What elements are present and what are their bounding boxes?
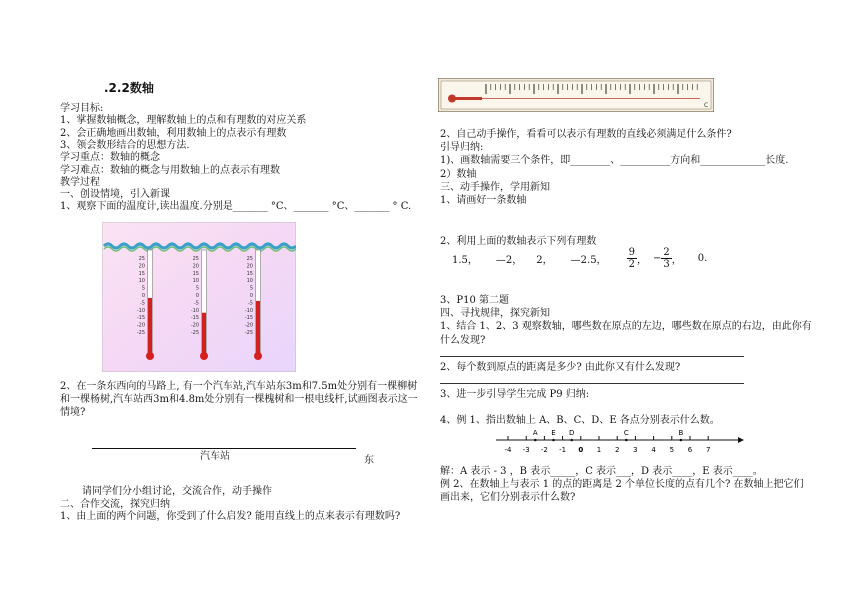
thermometer-mercury bbox=[202, 313, 206, 356]
text-line: 2、在一条东西向的马路上, 有一个汽车站,汽车站东3m和7.5m处分别有一棵柳树 bbox=[60, 381, 418, 392]
thermometer-scale-label: -10 bbox=[136, 307, 145, 314]
number-line bbox=[494, 428, 744, 460]
thermometer-scale-label: 25 bbox=[246, 256, 253, 262]
thermometer-scale-label: 20 bbox=[246, 263, 253, 270]
answer-line-1 bbox=[440, 356, 744, 357]
text-line: 3、领会数形结合的思想方法. bbox=[60, 139, 190, 151]
number-line-point bbox=[625, 439, 628, 442]
thermometer-scale-label: -20 bbox=[244, 322, 253, 329]
thermometer-scale-label: 15 bbox=[138, 270, 145, 277]
number-line-tick-label: -4 bbox=[504, 446, 512, 454]
example-1: 4、例 1、指出数轴上 A、B、C、D、E 各点分别表示什么数。 bbox=[440, 415, 720, 426]
thermometer-mercury bbox=[256, 301, 260, 356]
text-line: 3、P10 第二题 bbox=[440, 295, 509, 306]
number-line-tick-label: -2 bbox=[540, 446, 548, 454]
text-line: 1、由上面的两个问题，你受到了什么启发? 能用直线上的点来表示有理数吗? bbox=[60, 511, 401, 522]
number-line-point bbox=[570, 439, 573, 442]
thermometer-scale-label: -15 bbox=[136, 315, 145, 322]
svg-text:C: C bbox=[704, 102, 709, 109]
number-line-point-label: D bbox=[569, 429, 575, 437]
thermometer-scale-label: 25 bbox=[138, 256, 145, 262]
number-line-tick-label: 5 bbox=[669, 446, 675, 454]
thermometer-scale-label: 10 bbox=[246, 278, 253, 285]
text-line: 1、请画好一条数轴 bbox=[440, 195, 527, 206]
road-east-label: 东 bbox=[364, 455, 374, 466]
number-line-tick-label: 7 bbox=[705, 446, 711, 454]
number-line-point-label: C bbox=[623, 429, 629, 437]
text-line: 1)、画数轴需要三个条件，即________、__________方向和_____________长度. bbox=[440, 155, 789, 167]
text-line: 2、自己动手操作，看看可以表示有理数的直线必须满足什么条件? bbox=[440, 129, 732, 140]
number-line-tick-label: 1 bbox=[596, 446, 602, 454]
text-line: 请同学们分小组讨论，交流合作，动手操作 bbox=[82, 486, 272, 497]
thermometer-scale-label: -15 bbox=[244, 315, 253, 322]
number-line-tick-label: 6 bbox=[687, 446, 693, 454]
number-zero: 0. bbox=[697, 252, 708, 264]
number-line-tick-label: 4 bbox=[651, 446, 656, 454]
text-line: 2）数轴 bbox=[440, 168, 477, 180]
q2-prompt: 2、利用上面的数轴表示下列有理数 bbox=[440, 236, 597, 247]
text-line: 引导归纳: bbox=[440, 142, 484, 154]
thermometer-scale-label: 0 bbox=[195, 293, 199, 299]
thermometer-scale-label: -5 bbox=[194, 300, 199, 307]
thermometer-scale-label: -20 bbox=[190, 322, 199, 329]
page-title: .2.2数轴 bbox=[104, 81, 154, 95]
thermometer-scale-label: 15 bbox=[192, 270, 199, 277]
thermometer-scale-label: -15 bbox=[190, 315, 199, 322]
text-line: 一、创设情境，引入新课 bbox=[60, 189, 170, 201]
thermometer-scale-label: -25 bbox=[244, 330, 253, 336]
number-1: 1.5， bbox=[452, 254, 478, 266]
text-line: 和一棵杨树,汽车站西3m和4.8m处分别有一棵槐树和一根电线杆,试画图表示这一 bbox=[60, 394, 418, 405]
answer-line-2 bbox=[440, 383, 744, 384]
number-line-point bbox=[680, 439, 683, 442]
answer-line: 解：A 表示 - 3 ，B 表示_____，C 表示___，D 表示____，E 表示____。 bbox=[440, 466, 763, 477]
thermometer-scale-label: -5 bbox=[140, 300, 145, 307]
text-line: 学习重点：数轴的概念 bbox=[60, 152, 160, 164]
number-line-tick-label: -3 bbox=[522, 446, 530, 454]
thermometer-scale-label: -10 bbox=[190, 307, 199, 314]
number-line-tick-label: 2 bbox=[614, 446, 620, 454]
thermometer-scale-label: 5 bbox=[249, 285, 253, 292]
distance-question: 2、每个数到原点的距离是多少? 由此你又有什么发现? bbox=[440, 362, 681, 373]
thermometer-bulb bbox=[200, 352, 208, 360]
text-line: 学习难点：数轴的概念与用数轴上的点表示有理数 bbox=[60, 164, 280, 176]
number-line-point bbox=[534, 439, 537, 442]
thermometer-bulb bbox=[146, 352, 154, 360]
number-list: 1.5， —2， 2， —2.5， $\frac{9}{2}$ ， − $\frac{2}{3}$ ， 0. bbox=[452, 246, 708, 270]
number-line-tick-label: 3 bbox=[633, 446, 638, 454]
thermometer-scale-label: 10 bbox=[192, 278, 199, 285]
horizontal-thermometer bbox=[438, 78, 714, 112]
number-line-point-label: B bbox=[678, 429, 684, 437]
text-line: 教学过程 bbox=[60, 176, 100, 188]
text-line: 二、合作交流，探究归纳 bbox=[60, 499, 170, 510]
text-line: 1、观察下面的温度计,读出温度.分别是_______ °C、_______ °C、_______ ° C. bbox=[60, 201, 412, 213]
number-line-point bbox=[552, 439, 555, 442]
thermometer-scale-label: 5 bbox=[195, 285, 199, 292]
text-line: 例 2、在数轴上与表示 1 的点的距离是 2 个单位长度的点有几个? 在数轴上把它们 bbox=[440, 479, 804, 490]
thermometer-scale-label: 15 bbox=[246, 270, 253, 277]
road-line bbox=[92, 448, 356, 449]
text-line: 三、动手操作，学用新知 bbox=[440, 181, 550, 193]
text-line: 1、结合 1、2、3 观察数轴，哪些数在原点的左边，哪些数在原点的右边，由此你有 bbox=[440, 321, 812, 333]
fraction-9-2: $\frac{9}{2}$ bbox=[628, 246, 635, 270]
thermometer-scale-label: 0 bbox=[141, 293, 145, 299]
road-station-label: 汽车站 bbox=[200, 451, 230, 462]
p9-question: 3、进一步引导学生完成 P9 归纳: bbox=[440, 389, 590, 400]
text-line: 2、会正确地画出数轴，利用数轴上的点表示有理数 bbox=[60, 127, 287, 139]
text-line: 情境? bbox=[60, 407, 86, 418]
text-line: 四、寻找规律，探究新知 bbox=[440, 308, 550, 320]
text-line: 学习目标: bbox=[60, 103, 104, 114]
thermometer-scale-label: -10 bbox=[244, 307, 253, 314]
thermometer-scale-label: 5 bbox=[141, 285, 145, 292]
thermometer-scale-label: 25 bbox=[192, 256, 199, 262]
text-line: 画出来，它们分别表示什么数? bbox=[440, 491, 576, 503]
thermometer-scale-label: -25 bbox=[136, 330, 145, 336]
thermometer-figure bbox=[102, 222, 296, 372]
number-line-tick-label: 0 bbox=[578, 446, 584, 454]
text-line: 什么发现? bbox=[440, 334, 486, 346]
fraction-2-3: $\frac{2}{3}$ bbox=[663, 246, 670, 270]
thermometer-scale-label: -25 bbox=[190, 330, 199, 336]
thermometer-scale-label: 10 bbox=[138, 278, 145, 285]
thermometer-scale-label: -5 bbox=[248, 300, 253, 307]
number-2: —2， bbox=[495, 254, 523, 266]
number-3: 2， bbox=[536, 254, 553, 266]
number-line-point-label: E bbox=[551, 429, 556, 437]
thermometer-scale-label: 20 bbox=[192, 263, 199, 270]
number-line-tick-label: -1 bbox=[559, 446, 567, 454]
thermometer-scale-label: 0 bbox=[249, 293, 253, 299]
number-line-point-label: A bbox=[532, 429, 538, 437]
thermometer-scale-label: -20 bbox=[136, 322, 145, 329]
thermometer-mercury bbox=[148, 298, 152, 356]
text-line: 1、掌握数轴概念，理解数轴上的点和有理数的对应关系 bbox=[60, 115, 307, 127]
number-4: —2.5， bbox=[570, 254, 607, 266]
thermometer-scale-label: 20 bbox=[138, 263, 145, 270]
thermometer-bulb bbox=[254, 352, 262, 360]
